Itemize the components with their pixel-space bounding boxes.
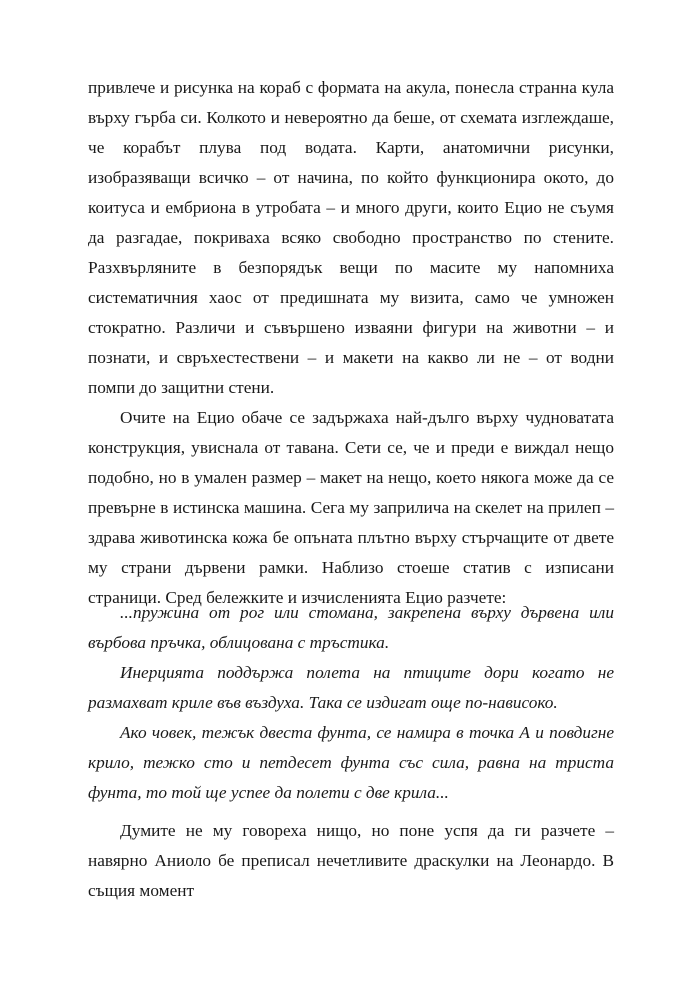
body-text-bottom — [88, 816, 614, 906]
paragraph: привлече и рисунка на кораб с формата на акула, понесла странна кула върху гърба си. Колкото и невероятно да беше, от схемата изглеждаше, че корабът плува под водата. Карти, анатомични рисунки, изобразяващи всичко – от начина, по който функционира окото, до коитуса и ембриона в утробата – и много други, които Ецио не съумя да разгадае, покриваха всяко свободно пространство по стените. Разхвърляните в безпорядък вещи по масите му напомниха систематичния хаос от предишната му визита, само че умножен стократно. Различи и съвършено изваяни фигури на животни – и познати, и свръхестествени – и макети на какво ли не – от водни помпи до защитни стени. — [88, 78, 614, 397]
paragraph: Думите не му говореха нищо, но поне успя да ги разчете – навярно Аниоло бе преписал нечетливите драскулки на Леонардо. В същия момент — [88, 821, 614, 900]
quote-line: Инерцията поддържа полета на птиците дори когато не размахват криле във въздуха. Така се издигат още по-нависоко. — [88, 663, 614, 712]
quote-line: Ако човек, тежък двеста фунта, се намира в точка А и повдигне крило, тежко сто и петдесет фунта със сила, равна на триста фунта, то той ще успее да полети с две крила... — [88, 723, 614, 802]
paragraph: Очите на Ецио обаче се задържаха най-дълго върху чудноватата конструкция, увиснала от тавана. Сети се, че и преди е виждал нещо подобно, но в умален размер – макет на нещо, което някога може да се превърне в истинска машина. Сега му заприлича на скелет на прилеп – здрава животинска кожа бе опъната плътно върху стърчащите от двете му страни дървени рамки. Наблизо стоеше статив с изписани страници. Сред бележките и изчисленията Ецио разчете: — [88, 408, 614, 607]
quote-line: ...пружина от рог или стомана, закрепена върху дървена или върбова пръчка, облицована с тръстика. — [88, 603, 614, 652]
body-text-top — [88, 73, 614, 613]
italic-quote — [88, 598, 614, 808]
